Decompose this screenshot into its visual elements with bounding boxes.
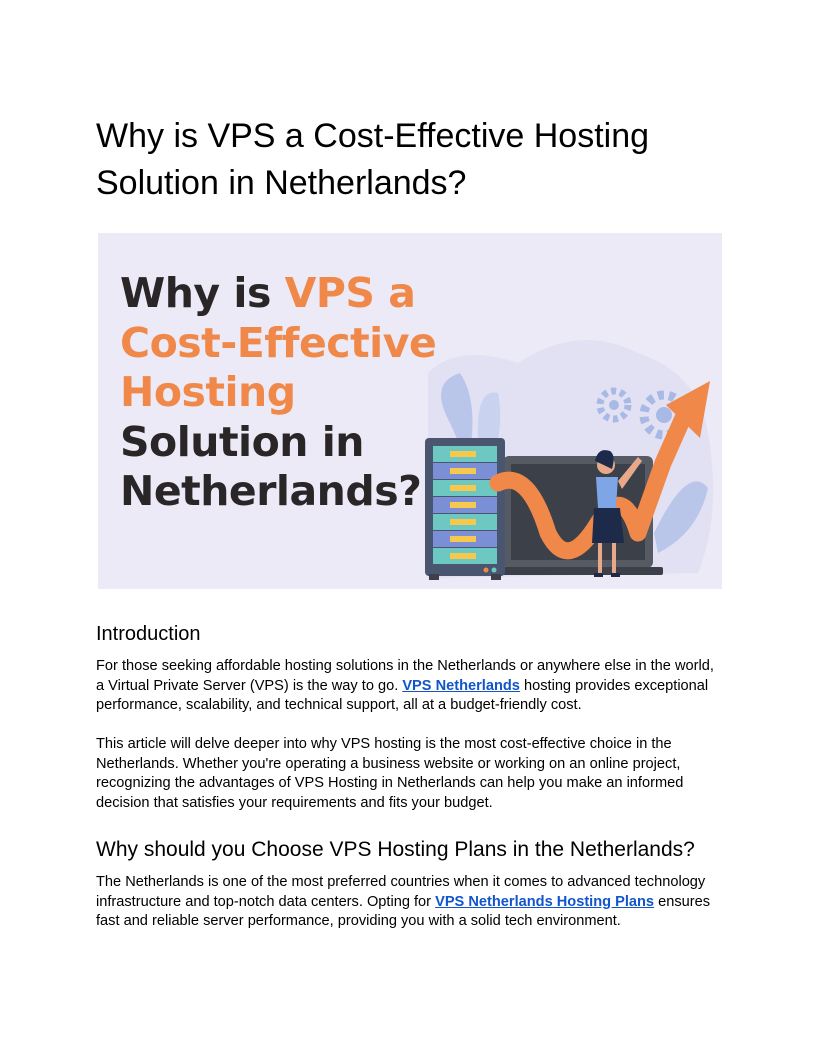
vps-netherlands-link[interactable]: VPS Netherlands bbox=[402, 677, 520, 694]
vps-hosting-plans-link[interactable]: VPS Netherlands Hosting Plans bbox=[435, 893, 655, 910]
hero-line-4: Solution in bbox=[120, 417, 364, 466]
introduction-heading: Introduction bbox=[96, 623, 201, 645]
hero-image bbox=[98, 233, 722, 589]
monitor-base bbox=[488, 567, 663, 575]
hero-headline bbox=[120, 269, 436, 517]
title-line-2: Solution in Netherlands? bbox=[96, 164, 467, 202]
document-title bbox=[96, 113, 736, 207]
hero-line-1-orange: VPS a bbox=[284, 269, 416, 317]
hero-line-1-dark: Why is bbox=[120, 269, 285, 317]
hero-line-2: Cost-Effective bbox=[120, 318, 437, 367]
hero-line-5: Netherlands? bbox=[120, 467, 422, 515]
why-paragraph: The Netherlands is one of the most preferred countries when it comes to advanced technology infrastructure and top-notch data centers. Opting for VPS Netherlands Hosting Plans ensures fast and reliable server performance, providing you with a solid tech environment. bbox=[96, 874, 711, 929]
hero-line-3: Hosting bbox=[120, 368, 296, 416]
intro-paragraph-2: This article will delve deeper into why VPS hosting is the most cost-effective choice in the Netherlands. Whether you're operating a business website or working on an online project, recognizing the advantages of VPS Hosting in Netherlands can help you make an informed decision that satisfies your requirements and fits your budget. bbox=[96, 736, 684, 811]
intro-paragraph-1: For those seeking affordable hosting solutions in the Netherlands or anywhere else in the world, a Virtual Private Server (VPS) is the way to go. VPS Netherlands hosting provides exceptional performance, scalability, and technical support, all at a budget-friendly cost. bbox=[96, 658, 714, 713]
person-body bbox=[596, 477, 618, 508]
title-line-1: Why is VPS a Cost-Effective Hosting bbox=[96, 117, 650, 155]
why-choose-heading: Why should you Choose VPS Hosting Plans in the Netherlands? bbox=[96, 838, 695, 861]
